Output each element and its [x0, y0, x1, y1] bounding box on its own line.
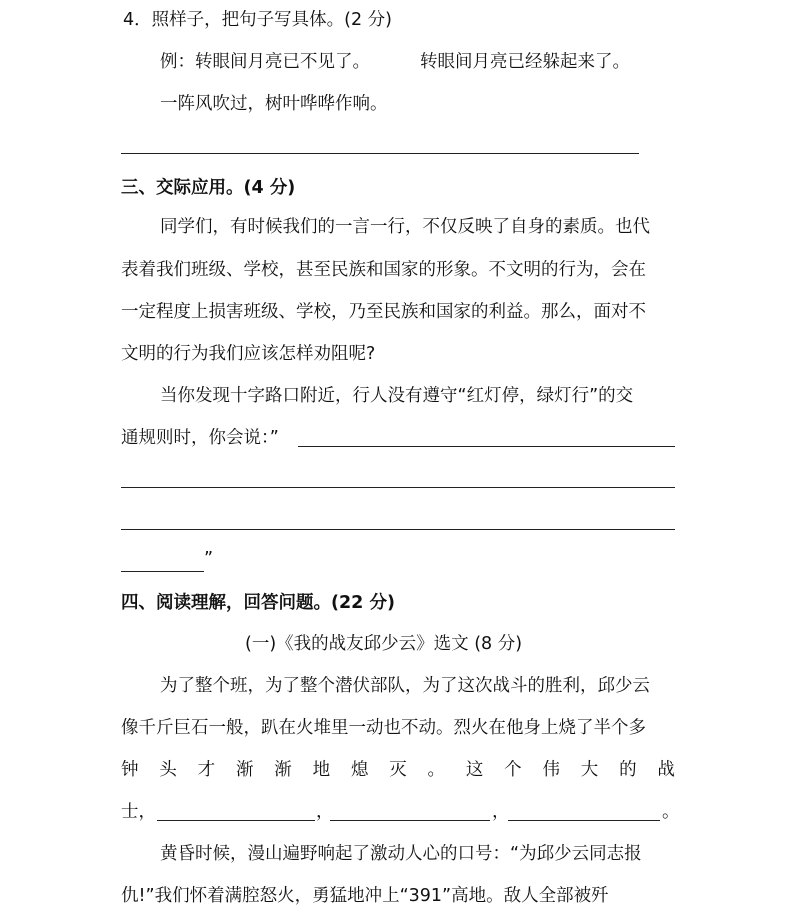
char: 伟 — [542, 760, 560, 780]
answer-line-s3-1[interactable] — [298, 446, 675, 447]
passage-para1-line1: 为了整个班，为了整个潜伏部队，为了这次战斗的胜利，邱少云 — [160, 676, 650, 696]
char: 大 — [580, 760, 599, 780]
question-4-title: 4．照样子，把句子写具体。(2 分) — [123, 10, 392, 30]
section-3-para1-line4: 文明的行为我们应该怎样劝阻呢? — [121, 344, 376, 364]
answer-line-s3-2[interactable] — [121, 487, 675, 488]
char: 头 — [159, 760, 177, 780]
char: 才 — [197, 760, 216, 780]
char: 渐 — [235, 760, 254, 780]
fill-blank-2[interactable] — [330, 820, 490, 821]
char: 的 — [619, 760, 637, 780]
passage-para2-line1: 黄昏时候，漫山遍野响起了激动人心的口号：“为邱少云同志报 — [160, 844, 642, 864]
answer-line-q4[interactable] — [121, 153, 639, 154]
closing-quote: ” — [204, 549, 214, 569]
char: 战 — [657, 760, 675, 780]
char: 。 — [427, 760, 445, 780]
passage-para2-line2: 仇!”我们怀着满腔怒火，勇猛地冲上“391”高地。敌人全部被歼 — [121, 886, 609, 906]
char: 这 — [465, 760, 484, 780]
section-3-para1-line1: 同学们，有时候我们的一言一行，不仅反映了自身的素质。也代 — [160, 217, 650, 237]
passage-para1-line4-start: 士， — [121, 802, 156, 822]
passage-para1-line2: 像千斤巨石一般，趴在火堆里一动也不动。烈火在他身上烧了半个多 — [121, 718, 646, 738]
section-3-para1-line3: 一定程度上损害班级、学校，乃至民族和国家的利益。那么，面对不 — [121, 302, 646, 322]
section-3-heading: 三、交际应用。(4 分) — [121, 178, 296, 198]
section-3-para1-line2: 表着我们班级、学校，甚至民族和国家的形象。不文明的行为，会在 — [121, 260, 646, 280]
char: 个 — [504, 760, 522, 780]
char: 地 — [312, 760, 331, 780]
example-sentence: 例：转眼间月亮已不见了。 — [160, 52, 370, 72]
char: 熄 — [350, 760, 369, 780]
fill-blank-1[interactable] — [157, 820, 315, 821]
question-4-prompt: 一阵风吹过，树叶哗哗作响。 — [160, 94, 388, 114]
blank-end-period: 。 — [662, 802, 680, 822]
char: 灭 — [389, 760, 407, 780]
answer-line-s3-4[interactable] — [121, 571, 204, 572]
char: 钟 — [121, 760, 139, 780]
passage-para1-line3 — [121, 762, 675, 780]
char: 渐 — [274, 760, 292, 780]
section-3-para2-line2: 通规则时，你会说：” — [121, 428, 279, 448]
section-4-heading: 四、阅读理解，回答问题。(22 分) — [121, 593, 395, 613]
example-answer: 转眼间月亮已经躲起来了。 — [420, 52, 630, 72]
passage-subtitle: (一)《我的战友邱少云》选文 (8 分) — [245, 634, 523, 654]
blank-separator-1: ， — [316, 802, 334, 822]
answer-line-s3-3[interactable] — [121, 529, 675, 530]
blank-separator-2: ， — [492, 802, 510, 822]
section-3-para2-line1: 当你发现十字路口附近，行人没有遵守“红灯停，绿灯行”的交 — [160, 386, 634, 406]
fill-blank-3[interactable] — [508, 820, 660, 821]
